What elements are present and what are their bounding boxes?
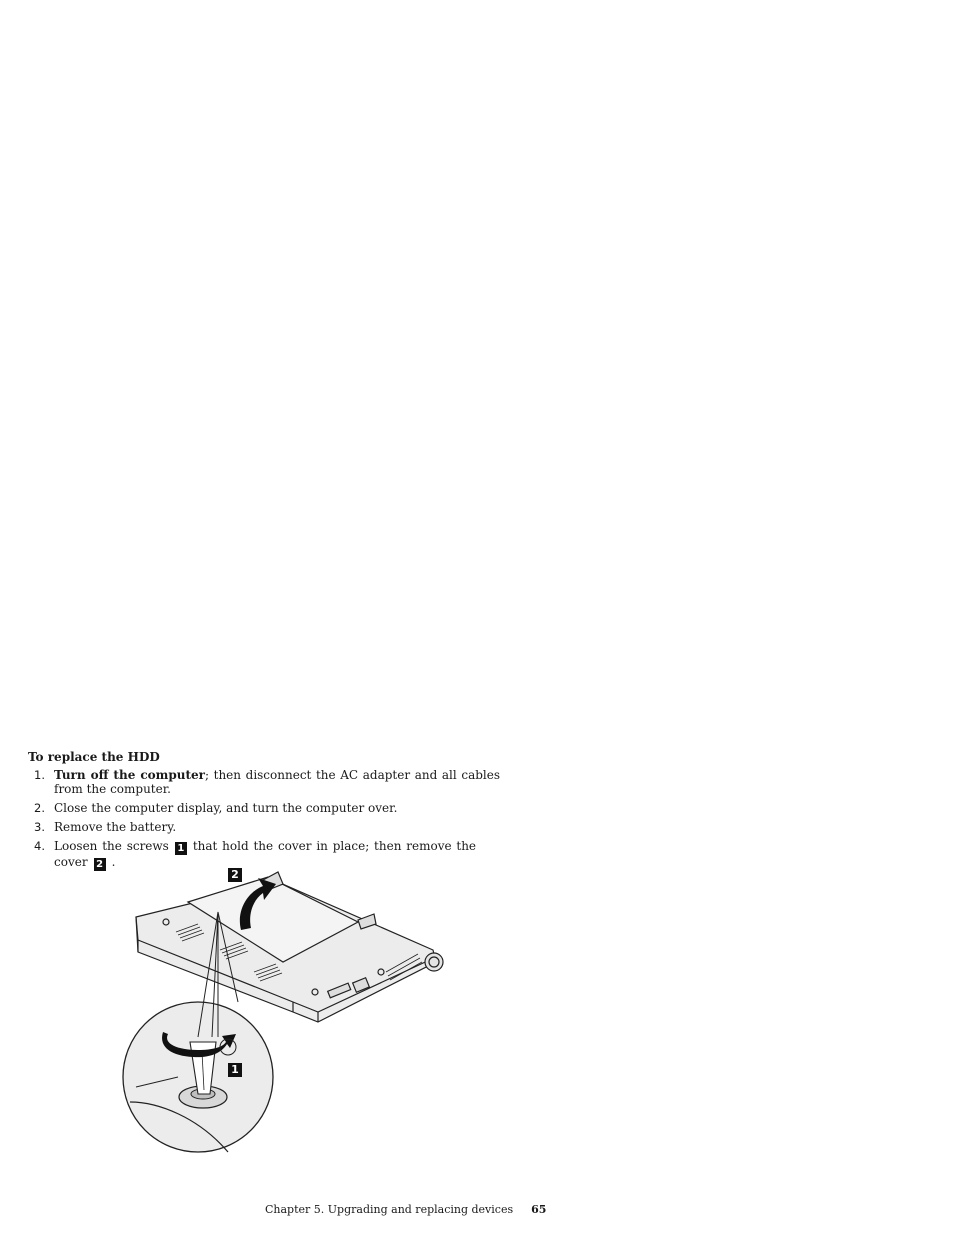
step-number: 1.: [34, 768, 45, 782]
page-number: 65: [531, 1203, 547, 1216]
figure-callout-2: 2: [228, 868, 242, 882]
step-text: Close the computer display, and turn the computer over.: [54, 801, 398, 815]
step-text: Remove the battery.: [54, 820, 177, 834]
laptop-hdd-cover-illustration: [118, 862, 453, 1154]
step-text: [54, 768, 500, 796]
step-text-part: Loosen the screws: [54, 839, 169, 853]
step-emphasis: Turn off the computer: [54, 768, 205, 782]
step-text-rest: ; then disconnect the AC adapter and all cables from the computer.: [54, 768, 500, 796]
figure-callout-1: 1: [228, 1063, 242, 1077]
callout-badge-1: 1: [175, 842, 187, 855]
step-number: 3.: [34, 820, 45, 834]
list-item: [28, 801, 500, 815]
step-text-part: .: [111, 855, 116, 869]
callout-badge-2: 2: [94, 858, 106, 871]
illustration-drawing: [118, 862, 453, 1154]
step-text-part: that hold the cover in place; then remove the cover: [54, 839, 477, 869]
chapter-title: Chapter 5. Upgrading and replacing devices: [265, 1203, 514, 1216]
step-number: 4.: [34, 839, 45, 853]
list-item: [28, 820, 500, 834]
step-number: 2.: [34, 801, 45, 815]
section-heading: To replace the HDD: [28, 750, 160, 764]
list-item: [28, 768, 500, 796]
instruction-list: [28, 768, 500, 876]
page-footer: [265, 1203, 546, 1216]
